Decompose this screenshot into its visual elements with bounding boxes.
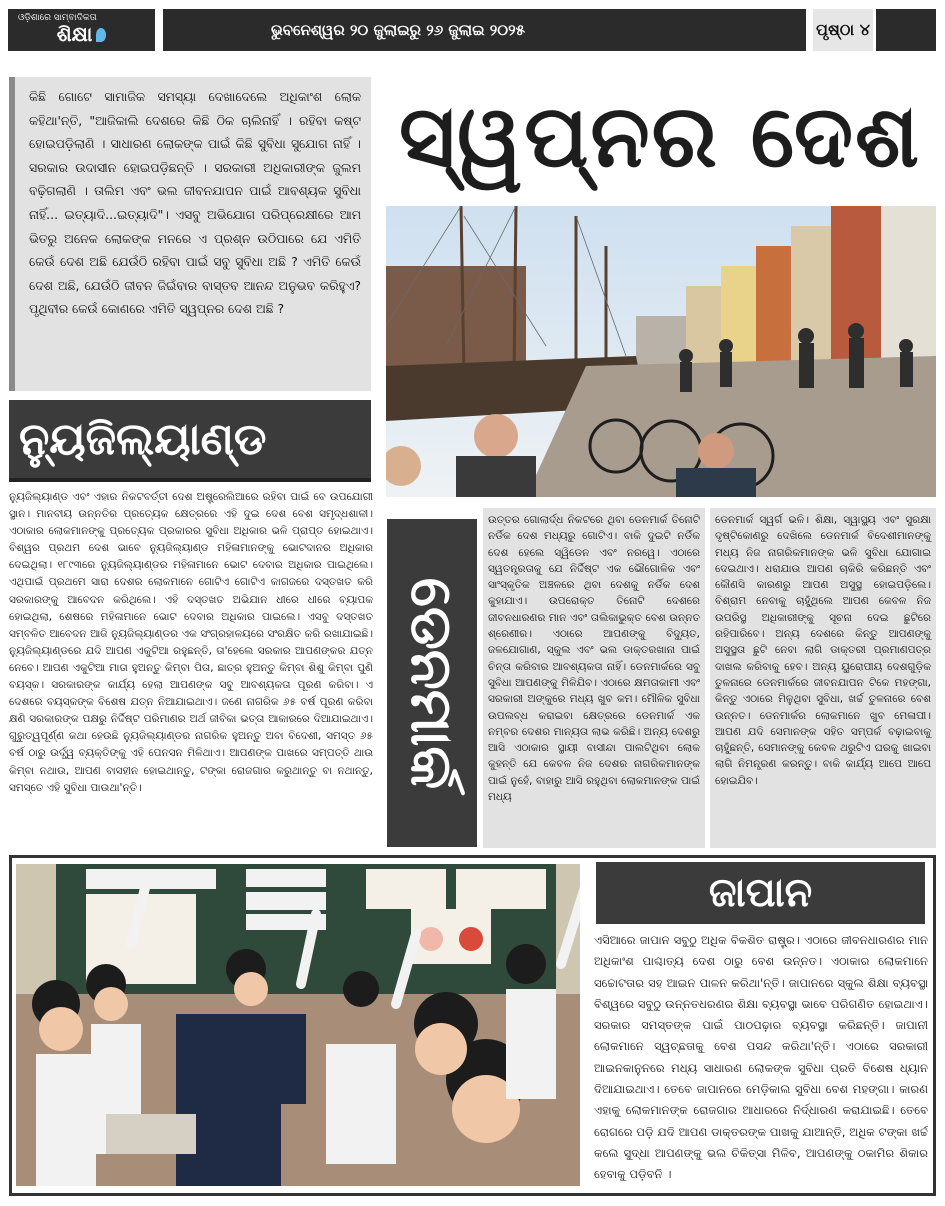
date-banner <box>163 9 806 51</box>
denmark-article-col2: ଡେନମାର୍କ ସ୍ୱର୍ଗ ଭଳି। ଶିକ୍ଷା, ସ୍ୱାସ୍ଥ୍ୟ ଏବଂ ସୁରକ୍ଷା ଦୃଷ୍ଟିକୋଣରୁ ଦେଖିଲେ ଡେନମାର୍କ ବିଦେଶୀମାନଙ୍କୁ ମଧ୍ୟ ନିଜ ନାଗରିକମାନଙ୍କ ଭଳି ସୁବିଧା ଯୋଗାଇ ଦେଇଥାଏ। ଧରାଯାଉ ଆପଣ ଚାକିରି କରିଛନ୍ତି ଏବଂ କୌଣସି କାରଣରୁ ଆପଣ ଅସୁସ୍ଥ ହୋଇପଡ଼ିଲେ। ବିଶ୍ରାମ ନେବାକୁ ଚାହୁଁଥିଲେ ଆପଣ କେବଳ ନିଜ ଉପରିସ୍ଥ ଅଧିକାରୀଙ୍କୁ ସୂଚନା ଦେଇ ଛୁଟିରେ ରହିପାରିବେ। ଅନ୍ୟ ଦେଶରେ କିନ୍ତୁ ଆପଣଙ୍କୁ ଅସୁସ୍ଥତା ଛୁଟି ନେବା ଲାଗି ଡାକ୍ତରୀ ପ୍ରମାଣପତ୍ର ଦାଖଲ କରିବାକୁ ହେବ। ଅନ୍ୟ ୟୁରୋପୀୟ ଦେଶଗୁଡ଼ିକ ତୁଳନାରେ ଡେନମାର୍କରେ ଜୀବନଯାପନ ଟିକେ ମହଙ୍ଗା, କିନ୍ତୁ ଏଠାରେ ମିଳୁଥିବା ସୁବିଧା, ଖର୍ଚ୍ଚ ତୁଳନାରେ ବେଶ ଉନ୍ନତ। ଡେନମାର୍କର ଲୋକମାନେ ଖୁବ ମେଳାପୀ। ଆପଣ ଯଦି ସେମାନଙ୍କ ସହିତ ସମ୍ପର୍କ ବଢ଼ାଇବାକୁ ଚାହୁଁଛନ୍ତି, ସେମାନଙ୍କୁ କେବଳ ଥରୁଟିଏ ଘରକୁ ଖାଇବା ଲାଗି ନିମନ୍ତ୍ରଣ କରନ୍ତୁ। ବାକି କାର୍ଯ୍ୟ ଆପେ ଆପେ ହୋଇଯିବ। <box>710 508 936 848</box>
intro-box <box>9 77 371 391</box>
masthead-logo <box>8 9 155 51</box>
harbor-illustration <box>386 206 936 497</box>
classroom-photo <box>16 864 580 1186</box>
japan-article: ଏସିଆରେ ଜାପାନ ସବୁଠୁ ଅଧିକ ବିକଶିତ ରାଷ୍ଟ୍ର। ଏଠାରେ ଜୀବନଧାରଣର ମାନ ଅଧିକାଂଶ ପାଶ୍ଚାତ୍ୟ ଦେଶ ଠାରୁ ବେଶ ଉନ୍ନତ। ଏଠାକାର ଲୋକମାନେ ସଚ୍ଚୋଟତାର ସହ ଆଇନ ପାଳନ କରିଥା'ନ୍ତି। ଜାପାନରେ ସ୍କୁଲ ଶିକ୍ଷା ବ୍ୟବସ୍ଥା ବିଶ୍ୱରେ ସବୁଠୁ ଉନ୍ନତଧରଣର ଶିକ୍ଷା ବ୍ୟବସ୍ଥା ଭାବେ ପରିଗଣିତ ହୋଇଥାଏ। ସରକାର ସମସ୍ତଙ୍କ ପାଇଁ ପାଠପଢ଼ାର ବ୍ୟବସ୍ଥା କରିଛନ୍ତି। ଜାପାନୀ ଲୋକମାନେ ସ୍ୱଚ୍ଛତାକୁ ବେଶ ପସନ୍ଦ କରିଥା'ନ୍ତି। ଏଠାରେ ସରକାରୀ ଆଇନକାନୁନରେ ମଧ୍ୟ ସାଧାରଣ ଲୋକଙ୍କ ସୁବିଧା ପ୍ରତି ବିଶେଷ ଧ୍ୟାନ ଦିଆଯାଇଥାଏ। ତେବେ ଜାପାନରେ ମେଡ଼ିକାଲ ସୁବିଧା ବେଶ ମହଙ୍ଗା। କାରଣ ଏହାକୁ ଲୋକମାନଙ୍କ ରୋଜଗାର ଆଧାରରେ ନିର୍ଦ୍ଧାରଣ କରାଯାଇଛି। ତେବେ ରୋଗରେ ପଡ଼ି ଯଦି ଆପଣ ଡାକ୍ତରଙ୍କ ପାଖକୁ ଯାଆନ୍ତି, ଅଧିକ ଟଙ୍କା ଖର୍ଚ୍ଚ କଲେ ସୁଦ୍ଧା ଆପଣଙ୍କୁ ଭଲ ଚିକିତ୍ସା ମିଳିବ, ଆପଣଙ୍କୁ ଠକାମିର ଶିକାର ହେବାକୁ ପଡ଼ିବନି । <box>594 933 928 1182</box>
new-zealand-heading: ନ୍ୟୁଜିଲ୍ୟାଣ୍ଡ <box>9 400 371 482</box>
denmark-heading <box>387 519 477 847</box>
drop-icon <box>96 28 106 42</box>
harbor-photo <box>386 206 936 497</box>
japan-heading: ଜାପାନ <box>596 862 925 924</box>
denmark-heading-text: ଡେନମାର୍କ <box>398 577 467 789</box>
page-number: ପୃଷ୍ଠା ୪ <box>813 9 873 51</box>
logo-subtitle: ଓଡ଼ିଶାରେ ସାମ୍ବାଦିକତା <box>18 13 97 23</box>
new-zealand-article: ନ୍ୟୁଜିଲ୍ୟାଣ୍ଡ ଏବଂ ଏହାର ନିକଟବର୍ତ୍ତୀ ଦେଶ ଅଷ୍ଟ୍ରେଲିଆରେ ରହିବା ପାଇଁ ବେ ଉପଯୋଗୀ ସ୍ଥାନ। ମାନବୀୟ ଉନ୍ନତିର ପ୍ରତ୍ୟେକ କ୍ଷେତ୍ରରେ ଏହି ଦୁଇ ଦେଶ ବେଶ ସମୃଦ୍ଧଶାଳୀ। ଏଠାକାର ଲୋକମାନଙ୍କୁ ପ୍ରତ୍ୟେକ ପ୍ରକାରର ସୁବିଧା ଅଧିକାର ଭଳି ପ୍ରାପ୍ତ ହୋଇଥାଏ। ବିଶ୍ୱର ପ୍ରଥମ ଦେଶ ଭାବେ ନ୍ୟୁଜିଲ୍ୟାଣ୍ଡ ମହିଳାମାନଙ୍କୁ ଭୋଟଦାନର ଅଧିକାର ଦେଇଥିଲା। ୧୮୯୩ରେ ନ୍ୟୁଜିଲ୍ୟାଣ୍ଡର ମହିଳାମାନେ ଭୋଟ ଦେବାର ଅଧିକାର ପାଇଥିଲେ। ଏଥିପାଇଁ ପ୍ରଥମେ ସାରା ଦେଶର ଲୋକମାନେ ଗୋଟିଏ ଗୋଟିଏ କାଗଜରେ ଦସ୍ତଖତ କରି ସରକାରଙ୍କୁ ଆବେଦନ କରିଥିଲେ। ଏହି ଦସ୍ତଖତ ଅଭିଯାନ ଧୀରେ ଧୀରେ ବ୍ୟାପକ ହୋଇଥିଲା, ଶେଷରେ ମହିଳାମାନେ ଭୋଟ ଦେବାର ଅଧିକାର ପାଇଲେ। ଏସବୁ ଦସ୍ତଖତ ସମ୍ବଳିତ ଆବେଦନ ଆଜି ନ୍ୟୁଜିଲ୍ୟାଣ୍ଡର ଏକ ସଂଗ୍ରହାଳୟରେ ସଂରକ୍ଷିତ କରି ରଖାଯାଇଛି। ନ୍ୟୁଜିଲ୍ୟାଣ୍ଡରେ ଯଦି ଆପଣ ଏକୁଟିଆ ରହୁଛନ୍ତି, ତା'ହେଲେ ସରକାର ଆପଣଙ୍କର ଯତ୍ନ ନେବେ। ଆପଣ ଏକୁଟିଆ ମାତା ହୁଅନ୍ତୁ କିମ୍ବା ପିତା, ଛାତ୍ର ହୁଅନ୍ତୁ କିମ୍ବା ଶିଶୁ କିମ୍ବା ପୁଣି ବୟସ୍କ। ସରକାରଙ୍କ କାର୍ଯ୍ୟ ହେଲା ଆପଣଙ୍କ ସବୁ ଆବଶ୍ୟକତା ପୂରଣ କରିବା। ଏ ଦେଶରେ ବୟସ୍କଙ୍କ ବିଶେଷ ଯତ୍ନ ନିଆଯାଇଥାଏ। ଜଣେ ନାଗରିକ ୬୫ ବର୍ଷ ପୂରଣ କରିବା କ୍ଷଣି ସରକାରଙ୍କ ପକ୍ଷରୁ ନିର୍ଦ୍ଦିଷ୍ଟ ପରିମାଣର ଅର୍ଥ ଜୀବିକା ଭତ୍ତା ଆକାରରେ ଦିଆଯାଇଥାଏ। ଗୁରୁତ୍ୱପୂର୍ଣ୍ଣ କଥା ହେଉଛି ନ୍ୟୁଜିଲ୍ୟାଣ୍ଡର ନାଗରିକ ହୁଅନ୍ତୁ ଅବା ବିଦେଶୀ, ସମସ୍ତ ୬୫ ବର୍ଷ ଠାରୁ ଉର୍ଦ୍ଧ୍ୱ ବ୍ୟକ୍ତିଙ୍କୁ ଏହି ପେନସନ ମିଳିଥାଏ। ଆପଣଙ୍କ ପାଖରେ ସମ୍ପତ୍ତି ଥାଉ କିମ୍ବା ନଥାଉ, ଆପଣ ବାସହୀନ ହୋଇଥାନ୍ତୁ, ଟଙ୍କା ରୋଜଗାର କରୁଥାନ୍ତୁ ବା ନଥାନ୍ତୁ, ସମସ୍ତେ ଏହି ସୁବିଧା ପାଉଥା'ନ୍ତି। <box>9 491 373 794</box>
logo-title: ଶିକ୍ଷା <box>56 22 93 46</box>
intro-text: କିଛି ଗୋଟେ ସାମାଜିକ ସମସ୍ୟା ଦେଖାଦେଲେ ଅଧିକାଂଶ ଲୋକ କହିଥା'ନ୍ତି, "ଆଜିକାଲି ଦେଶରେ କିଛି ଠିକ ଚାଲିନାହିଁ । ରହିବା କଷ୍ଟ ହୋଇପଡ଼ିଲାଣି । ସାଧାରଣ ଲୋକଙ୍କ ପାଇଁ କିଛି ସୁବିଧା ସୁଯୋଗ ନାହିଁ । ସରକାର ଉଦାସୀନ ହୋଇପଡ଼ିଛନ୍ତି । ସରକାରୀ ଅଧିକାରୀଙ୍କ ଜୁଲମ ବଢ଼ିଗଲାଣି । ତାଲିମ ଏବଂ ଭଲ ଜୀବନଯାପନ ପାଇଁ ଆବଶ୍ୟକ ସୁବିଧା ନାହିଁ... ଇତ୍ୟାଦି...ଇତ୍ୟାଦି"। ଏସବୁ ଅଭିଯୋଗ ପରିପ୍ରେକ୍ଷୀରେ ଆମ ଭିତରୁ ଅନେକ ଲୋକଙ୍କ ମନରେ ଏ ପ୍ରଶ୍ନ ଉଠିପାରେ ଯେ ଏମିତି କେଉଁ ଦେଶ ଅଛି ଯେଉଁଠି ରହିବା ପାଇଁ ସବୁ ସୁବିଧା ଅଛି ? ଏମିତି କେଉଁ ଦେଶ ଅଛି, ଯେଉଁଠି ଜୀବନ ଜିଇଁବାର ବାସ୍ତବ ଆନନ୍ଦ ଅନୁଭବ କରିହୁଏ? ପୃଥିବୀର କେଉଁ କୋଣରେ ଏମିତି ସ୍ୱପ୍ନର ଦେଶ ଅଛି ? <box>29 89 361 317</box>
denmark-article-col1: ଉତ୍ତର ଗୋଲାର୍ଦ୍ଧ ନିକଟରେ ଥିବା ଡେନମାର୍କ ତିନୋଟି ନର୍ଡିକ ଦେଶ ମଧ୍ୟରୁ ଗୋଟିଏ। ବାକି ଦୁଇଟି ନର୍ଡିକ ଦେଶ ହେଲେ ସ୍ୱିଡେନ ଏବଂ ନରୱେ। ଏଠାରେ ସ୍ୱତନ୍ତ୍ରତାକୁ ଯେ ନିର୍ଦ୍ଦିଷ୍ଟ ଏକ ଭୌଗୋଳିକ ଏବଂ ସାଂସ୍କୃତିକ ଅଞ୍ଚଳରେ ଥିବା ଦେଶକୁ ନର୍ଡିକ ଦେଶ କୁହାଯାଏ। ଉପରୋକ୍ତ ତିନୋଟି ଦେଶରେ ଜୀବନଧାରଣର ମାନ ଏବଂ ତାଲିକାଭୁକ୍ତ ବେଶ ଉନ୍ନତ ଶ୍ରେଣୀର। ଏଠାରେ ଆପଣଙ୍କୁ ବିଦ୍ୟୁତ, ଜଳଯୋଗାଣ, ସ୍କୁଲ ଏବଂ ଭଲ ଡାକ୍ତରଖାନା ପାଇଁ ଚିନ୍ତା କରିବାର ଆବଶ୍ୟକତା ନାହିଁ। ଡେନମାର୍କରେ ସବୁ ସୁବିଧା ଆପଣଙ୍କୁ ମିଳିଯିବ। ଏଠାରେ କ୍ଷମତାକାମୀ ଏବଂ ସରକାରୀ ଅଙ୍କୁରେ ମଧ୍ୟ ଖୁବ କମ। ମୌଳିକ ସୁବିଧା ଉପଲବ୍ଧ କରାଇବା କ୍ଷେତ୍ରରେ ଡେନମାର୍କ ଏକ ନମ୍ବର ଦେଶର ମାନ୍ୟତା ଲାଭ କରିଛି। ଅନ୍ୟ ଦେଶରୁ ଆସି ଏଠାକାର ସ୍ଥାୟୀ ବାସୀନ୍ଦା ପାଲଟିଥିବା ଲୋକ କୁହନ୍ତି ଯେ କେବଳ ନିଜ ଦେଶର ନାଗରିକମାନଙ୍କ ପାଇଁ ନୁହେଁ, ବାହାରୁ ଆସି ରହୁଥିବା ଲୋକମାନଙ୍କ ପାଇଁ ମଧ୍ୟ <box>483 508 705 848</box>
date-line: ଭୁବନେଶ୍ୱର ୨୦ ଜୁଲାଇରୁ ୨୬ ଜୁଲାଇ ୨୦୨୫ <box>271 21 525 39</box>
header-corner-block <box>876 9 936 51</box>
main-headline: ସ୍ୱପ୍ନର ଦେଶ <box>399 86 921 187</box>
classroom-illustration <box>16 864 580 1186</box>
